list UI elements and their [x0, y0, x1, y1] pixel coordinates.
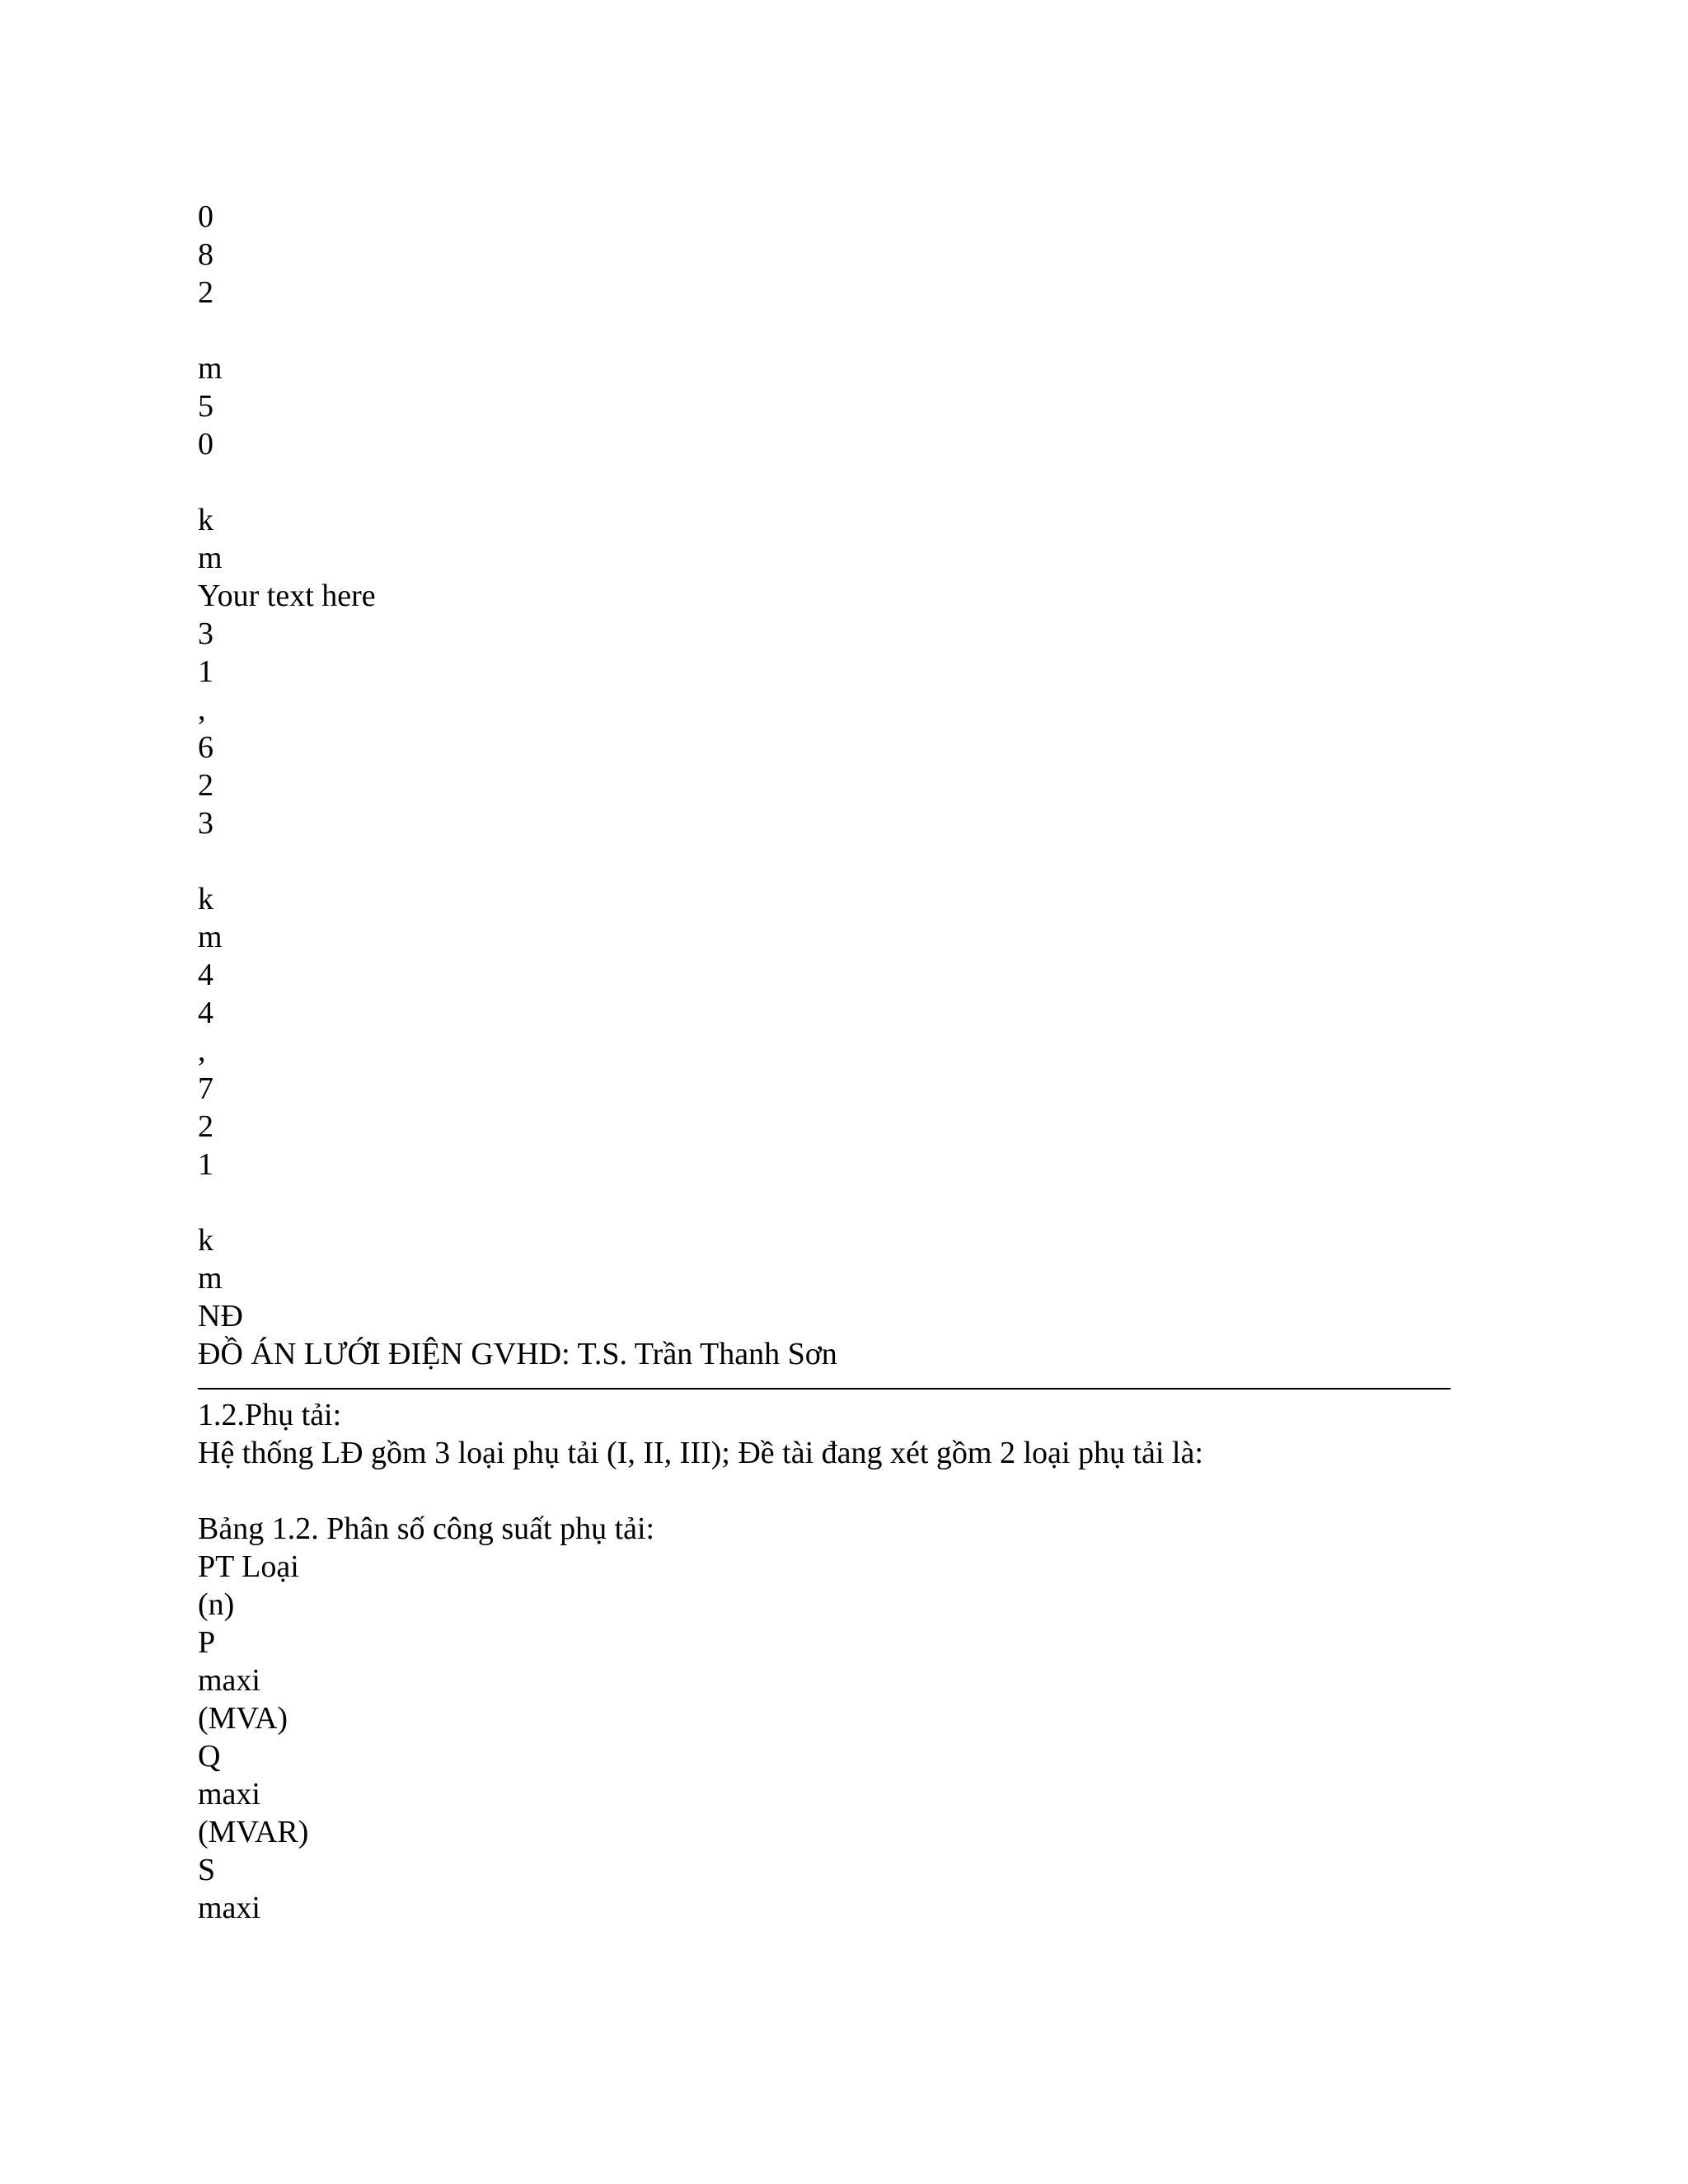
plant-label: NĐ — [198, 1299, 243, 1333]
placeholder-text: Your text here — [198, 579, 376, 613]
diagram-label: 2 — [198, 1109, 213, 1144]
diagram-label: m — [198, 1261, 223, 1296]
table-header-cell: Q — [198, 1739, 221, 1774]
diagram-label: k — [198, 882, 213, 916]
diagram-label: 8 — [198, 237, 213, 272]
table-caption: Bảng 1.2. Phân số công suất phụ tải: — [198, 1511, 655, 1546]
table-header-cell: (MVAR) — [198, 1815, 309, 1849]
table-header-cell: (n) — [198, 1587, 235, 1622]
table-header-cell: (MVA) — [198, 1701, 288, 1736]
table-header-cell: maxi — [198, 1891, 260, 1925]
header-divider — [198, 1388, 1451, 1390]
diagram-label: 3 — [198, 806, 213, 841]
spacer — [198, 1183, 1451, 1221]
diagram-label: m — [198, 541, 223, 575]
diagram-label: 0 — [198, 199, 213, 234]
page-content — [198, 198, 1451, 1927]
spacer — [198, 1472, 1451, 1510]
section-heading: 1.2.Phụ tải: — [198, 1398, 342, 1432]
table-header-cell: S — [198, 1853, 216, 1887]
diagram-label: 2 — [198, 275, 213, 310]
diagram-label: 6 — [198, 730, 213, 765]
diagram-label: , — [198, 1033, 206, 1068]
diagram-label: k — [198, 503, 213, 537]
spacer — [198, 312, 1451, 349]
diagram-label: m — [198, 920, 223, 954]
diagram-label: 1 — [198, 654, 213, 689]
page-header-title: ĐỒ ÁN LƯỚI ĐIỆN GVHD: T.S. Trần Thanh Sơn — [198, 1337, 837, 1371]
table-header-cell: PT Loại — [198, 1549, 299, 1584]
diagram-label: 0 — [198, 427, 213, 462]
diagram-label: m — [198, 351, 223, 386]
diagram-label: , — [198, 692, 206, 727]
diagram-label: 1 — [198, 1147, 213, 1182]
spacer — [198, 463, 1451, 501]
diagram-label: 3 — [198, 616, 213, 651]
diagram-label: 7 — [198, 1071, 213, 1106]
diagram-label: k — [198, 1223, 213, 1258]
diagram-label: 4 — [198, 958, 213, 992]
table-header-cell: P — [198, 1625, 216, 1660]
table-header-cell: maxi — [198, 1663, 260, 1698]
diagram-label: 2 — [198, 768, 213, 803]
table-header-cell: maxi — [198, 1777, 260, 1811]
section-paragraph: Hệ thống LĐ gồm 3 loại phụ tải (I, II, III); Đề tài đang xét gồm 2 loại phụ tải là: — [198, 1436, 1203, 1470]
spacer — [198, 842, 1451, 880]
diagram-label: 4 — [198, 996, 213, 1030]
diagram-label: 5 — [198, 389, 213, 424]
